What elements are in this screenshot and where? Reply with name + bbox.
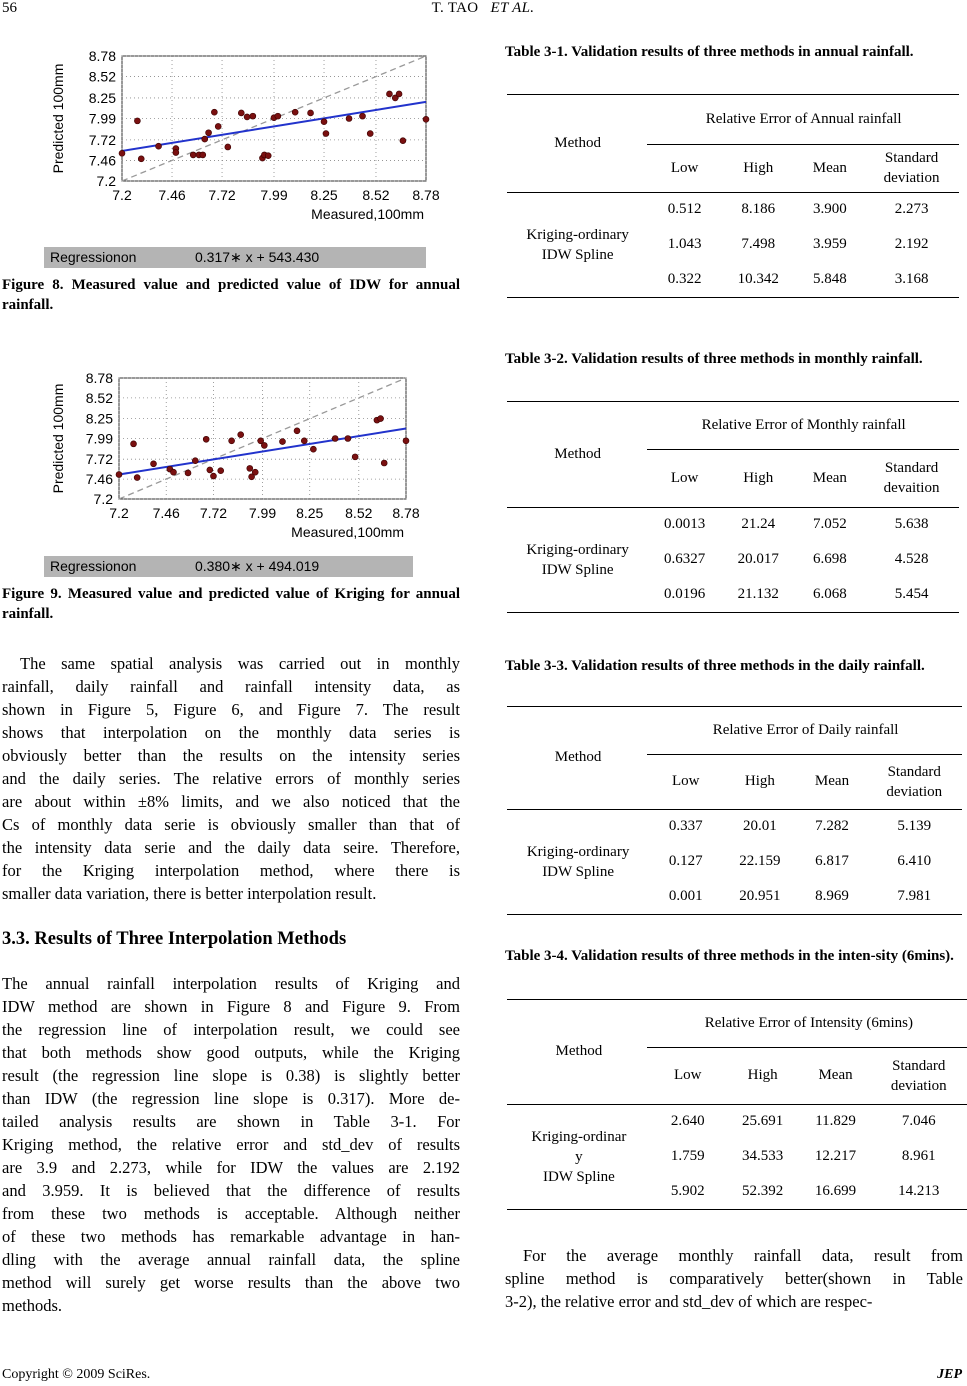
column-header: High: [747, 1067, 778, 1083]
x-axis-label: Measured,100mm: [291, 524, 404, 540]
figure-8-chart: [44, 36, 440, 241]
table-row: [507, 809, 962, 844]
table-caption: Table 3-3. Validation results of three methods in the daily rainfall.: [505, 658, 925, 674]
y-tick-label: 8.52: [85, 389, 113, 406]
x-tick-label: 7.2: [112, 187, 132, 203]
y-tick-label: 7.46: [85, 471, 113, 488]
text-line: 3-2), the relative error and std_dev of which are respec-: [505, 1292, 873, 1311]
data-point: [381, 460, 387, 466]
running-header: [0, 0, 966, 17]
method-header: Method: [554, 445, 601, 462]
x-tick-label: 7.72: [199, 505, 228, 521]
table-cell: 21.132: [737, 586, 779, 602]
table-cell: 5.902: [670, 1183, 705, 1199]
y-tick-label: 8.52: [88, 68, 116, 85]
column-header: Standard deviation: [883, 150, 940, 186]
table-cell: 20.951: [739, 888, 781, 904]
x-axis-label: Measured,100mm: [311, 206, 424, 222]
table-rule: [507, 401, 959, 402]
table-cell: 0.0013: [663, 516, 706, 532]
data-point: [116, 471, 122, 477]
data-point: [367, 131, 373, 137]
text-line: Cs of monthly data serie is obviously smaller than that of: [2, 815, 460, 834]
x-tick-label: 7.46: [152, 505, 180, 521]
y-axis-label: Predicted 100mm: [50, 383, 66, 494]
data-point: [292, 109, 298, 115]
method-header: Method: [554, 134, 601, 151]
data-point: [396, 91, 402, 97]
data-point: [308, 110, 314, 116]
text-line: are about within ±8% limits, and we also noticed that the: [2, 792, 460, 811]
table-rule: [507, 1104, 967, 1105]
method-header: Method: [554, 749, 602, 765]
table-cell: 25.691: [742, 1113, 784, 1129]
method-name: IDW Spline: [542, 863, 614, 880]
y-tick-label: 7.2: [93, 491, 113, 507]
x-tick-label: 7.46: [158, 187, 186, 203]
table-cell: 5.638: [894, 516, 929, 532]
table-row: [507, 192, 959, 227]
data-point: [202, 136, 208, 142]
table-rule: [507, 192, 959, 193]
table-cell: 8.961: [901, 1148, 936, 1164]
table-cell: 5.848: [812, 271, 847, 287]
data-point: [378, 416, 384, 422]
table-caption: Table 3-1. Validation results of three methods in annual rainfall.: [505, 44, 914, 60]
figure-8-caption: Figure 8. Measured value and predicted value of IDW for annual rainfall.: [2, 277, 460, 313]
table-cell: 8.969: [815, 888, 849, 904]
table-cell: 6.068: [812, 586, 847, 602]
column-header: Mean: [814, 773, 850, 789]
column-header: Mean: [812, 469, 847, 486]
column-header: High: [743, 159, 774, 176]
table-cell: 14.213: [898, 1183, 940, 1199]
y-tick-label: 7.72: [85, 451, 113, 468]
regression-label: Regressionon: [50, 558, 137, 574]
body-paragraph-3: [505, 1244, 963, 1313]
table-cell: 2.273: [894, 201, 929, 217]
y-tick-label: 7.2: [96, 173, 116, 189]
data-point: [225, 144, 231, 150]
validation-table: [507, 706, 962, 914]
table-rule: [507, 706, 962, 707]
column-header: High: [744, 773, 775, 789]
data-point: [138, 156, 144, 162]
data-point: [200, 152, 206, 158]
data-point: [203, 436, 209, 442]
column-header: Low: [673, 1067, 702, 1083]
data-point: [211, 109, 217, 115]
table-cell: 6.410: [897, 853, 932, 869]
method-name: IDW Spline: [542, 1168, 615, 1185]
method-name: Kriging-ordinar: [531, 1128, 627, 1145]
text-line: result (the regression line slope is 0.38) is slightly better: [2, 1066, 460, 1085]
body-paragraph-1: [2, 652, 460, 905]
text-line: obviously better than the results on the intensity series: [2, 746, 460, 765]
method-name: IDW Spline: [541, 561, 614, 578]
figure-8-regression-bar: [44, 247, 426, 268]
text-line: that both methods show good outputs, while the Kriging: [2, 1043, 460, 1062]
table-cell: 7.498: [741, 236, 776, 252]
column-header: High: [743, 469, 774, 486]
table-caption: Table 3-2. Validation results of three methods in monthly rainfall.: [505, 351, 923, 367]
table-rule: [647, 449, 959, 450]
data-point: [345, 436, 351, 442]
method-names: [507, 1104, 651, 1209]
data-point: [360, 113, 366, 119]
table-cell: 6.817: [815, 853, 849, 869]
column-header: Mean: [818, 1067, 853, 1083]
data-point: [215, 123, 221, 129]
text-line: and the daily series. The relative errors of monthly series: [2, 769, 460, 788]
y-tick-label: 8.25: [88, 89, 116, 106]
text-line: than IDW (the regression line slope is 0.317). More de-: [2, 1089, 460, 1108]
text-line: For the average monthly rainfall data, result from: [523, 1246, 963, 1265]
data-point: [207, 467, 213, 473]
data-point: [323, 131, 329, 137]
text-line: the regression line of interpolation result, we could see: [2, 1020, 460, 1039]
table-rule: [507, 809, 962, 810]
method-name: IDW Spline: [541, 246, 614, 263]
group-header: Relative Error of Daily rainfall: [712, 721, 899, 738]
data-point: [206, 130, 212, 136]
data-point: [346, 116, 352, 122]
table-row: [507, 1104, 967, 1139]
table-cell: 3.959: [812, 236, 847, 252]
table-rule: [507, 1209, 967, 1210]
column-header: Standard deviation: [890, 1057, 947, 1094]
x-tick-label: 7.99: [248, 505, 277, 521]
table-cell: 20.017: [737, 551, 779, 567]
text-line: dling with the average annual rainfall data, the spline: [2, 1250, 460, 1269]
x-tick-label: 7.2: [109, 505, 129, 521]
y-tick-label: 8.78: [85, 370, 113, 386]
column-header: Standard devaition: [883, 460, 940, 496]
table-cell: 8.186: [741, 201, 776, 217]
table-cell: 5.454: [894, 586, 929, 602]
x-tick-label: 8.25: [310, 187, 338, 203]
method-header: Method: [555, 1043, 603, 1059]
text-line: shown in Figure 5, Figure 6, and Figure 7. The result: [2, 700, 460, 719]
table-cell: 0.6327: [663, 551, 706, 567]
table-rule: [507, 999, 967, 1000]
data-point: [352, 454, 358, 460]
validation-table: [507, 94, 959, 297]
table-cell: 1.759: [670, 1148, 705, 1164]
body-paragraph-2: [2, 972, 460, 1317]
method-names: [507, 507, 648, 612]
text-line: from these two methods is acceptable. Although neither: [2, 1204, 460, 1223]
column-header: Low: [670, 469, 699, 486]
data-point: [229, 438, 235, 444]
data-point: [134, 118, 140, 124]
table-cell: 2.192: [894, 236, 929, 252]
y-axis-label: Predicted 100mm: [50, 63, 66, 174]
table-row: [507, 507, 959, 542]
table-cell: 0.0196: [663, 586, 706, 602]
text-line: methods.: [2, 1296, 63, 1315]
table-cell: 7.046: [901, 1113, 936, 1129]
x-tick-label: 8.52: [362, 187, 390, 203]
method-name: Kriging-ordinary: [526, 226, 629, 243]
table-cell: 11.829: [815, 1113, 856, 1129]
data-point: [119, 150, 125, 156]
table-cell: 52.392: [742, 1183, 784, 1199]
data-point: [210, 473, 216, 479]
data-point: [423, 116, 429, 122]
table-rule: [507, 612, 959, 613]
table-rule: [647, 144, 959, 145]
table-rule: [647, 1047, 967, 1048]
journal-abbrev: JEP: [937, 1367, 962, 1382]
figure-9-caption: Figure 9. Measured value and predicted value of Kriging for annual rainfall.: [2, 586, 460, 622]
text-line: tailed analysis results are shown in Table 3-1. For: [2, 1112, 460, 1131]
text-line: of these two methods has remarkable advantage in han-: [2, 1227, 460, 1246]
copyright: Copyright © 2009 SciRes.: [2, 1367, 151, 1382]
data-point: [301, 438, 307, 444]
table-cell: 20.01: [743, 818, 777, 834]
header-etal: ET AL.: [490, 0, 535, 16]
table-cell: 0.001: [668, 888, 703, 904]
data-point: [156, 143, 162, 149]
figure-8-plot: [44, 36, 440, 241]
table-rule: [507, 297, 959, 298]
data-point: [403, 438, 409, 444]
y-tick-label: 8.25: [85, 410, 113, 427]
column-header: Low: [672, 773, 700, 789]
text-line: rainfall, daily rainfall and rainfall intensity data, as: [2, 677, 460, 696]
table-cell: 7.282: [815, 818, 849, 834]
text-line: The same spatial analysis was carried out in monthly: [20, 654, 460, 673]
y-tick-label: 7.46: [88, 152, 116, 169]
regression-label: Regressionon: [50, 249, 137, 265]
text-line: smaller data variation, there is better interpolation result.: [2, 884, 377, 903]
column-header: Low: [670, 159, 699, 176]
group-header: Relative Error of Intensity (6mins): [704, 1014, 914, 1031]
method-names: [507, 809, 649, 914]
text-line: The annual rainfall interpolation results of Kriging and: [2, 974, 460, 993]
text-line: are 3.9 and 2.273, while for IDW the values are 2.192: [2, 1158, 460, 1177]
table-cell: 0.127: [668, 853, 703, 869]
method-name: Kriging-ordinary: [526, 843, 630, 860]
text-line: spline method is comparatively better(shown in Table: [505, 1269, 963, 1288]
table-cell: 21.24: [741, 516, 776, 532]
y-tick-label: 7.72: [88, 131, 116, 148]
text-line: IDW method are shown in Figure 8 and Figure 9. From: [2, 997, 460, 1016]
method-name: Kriging-ordinary: [526, 541, 629, 558]
method-name: y: [575, 1148, 583, 1165]
data-point: [244, 114, 250, 120]
table-cell: 10.342: [737, 271, 779, 287]
regression-equation: 0.317∗ x + 543.430: [195, 249, 320, 265]
table-rule: [647, 754, 962, 755]
y-tick-label: 8.78: [88, 48, 116, 64]
data-point: [218, 468, 224, 474]
data-point: [190, 152, 196, 158]
data-point: [321, 119, 327, 125]
data-point: [386, 91, 392, 97]
data-point: [247, 465, 253, 471]
table-cell: 2.640: [670, 1113, 705, 1129]
text-line: and 3.959. It is believed that the difference of results: [2, 1181, 460, 1200]
y-tick-label: 7.99: [85, 430, 113, 447]
data-point: [185, 470, 191, 476]
data-point: [252, 469, 258, 475]
data-point: [265, 153, 271, 159]
table-cell: 22.159: [739, 853, 781, 869]
table-cell: 4.528: [894, 551, 929, 567]
x-tick-label: 7.99: [260, 187, 288, 203]
data-point: [173, 150, 179, 156]
x-tick-label: 8.52: [345, 505, 373, 521]
section-heading: 3.3. Results of Three Interpolation Methods: [2, 929, 347, 949]
data-point: [151, 461, 157, 467]
group-header: Relative Error of Annual rainfall: [705, 110, 902, 127]
data-point: [134, 475, 140, 481]
figure-9-chart: [44, 356, 429, 551]
data-point: [250, 113, 256, 119]
column-header: Standard deviation: [886, 763, 943, 800]
table-rule: [507, 914, 962, 915]
method-names: [507, 192, 648, 297]
table-cell: 7.052: [812, 516, 847, 532]
text-line: method will surely get worse results than the above two: [2, 1273, 460, 1292]
data-point: [332, 436, 338, 442]
text-line: shows that interpolation on the monthly data series is: [2, 723, 460, 742]
table-cell: 3.168: [894, 271, 929, 287]
figure-9-regression-bar: [44, 556, 413, 577]
data-point: [279, 439, 285, 445]
text-line: the intensity data serie and the daily data seire. Therefore,: [2, 838, 460, 857]
group-header: Relative Error of Monthly rainfall: [701, 416, 906, 433]
table-cell: 3.900: [812, 201, 847, 217]
data-point: [192, 458, 198, 464]
x-tick-label: 8.78: [412, 187, 440, 203]
table-cell: 6.698: [812, 551, 847, 567]
table-rule: [507, 94, 959, 95]
data-point: [275, 113, 281, 119]
figure-9-plot: [44, 356, 429, 551]
text-line: for the Kriging interpolation method, where there is: [2, 861, 460, 880]
x-tick-label: 8.78: [392, 505, 420, 521]
table-cell: 0.512: [667, 201, 702, 217]
table-cell: 5.139: [897, 818, 932, 834]
column-header: Mean: [812, 159, 847, 176]
data-point: [238, 432, 244, 438]
table-cell: 0.322: [667, 271, 702, 287]
data-point: [131, 441, 137, 447]
table-cell: 7.981: [897, 888, 932, 904]
data-point: [294, 428, 300, 434]
x-tick-label: 8.25: [296, 505, 324, 521]
data-point: [170, 469, 176, 475]
x-tick-label: 7.72: [208, 187, 236, 203]
table-cell: 34.533: [742, 1148, 784, 1164]
data-point: [261, 442, 267, 448]
table-cell: 1.043: [667, 236, 702, 252]
table-cell: 12.217: [814, 1148, 857, 1164]
header-author: T. TAO: [431, 0, 479, 16]
data-point: [310, 446, 316, 452]
table-cell: 0.337: [668, 818, 703, 834]
page-number: 56: [2, 0, 17, 16]
y-tick-label: 7.99: [88, 110, 116, 127]
text-line: Kriging method, the relative error and std_dev of results: [2, 1135, 460, 1154]
regression-equation: 0.380∗ x + 494.019: [195, 558, 320, 574]
data-point: [238, 110, 244, 116]
table-caption: Table 3-4. Validation results of three methods in the inten-sity (6mins).: [505, 948, 954, 964]
table-cell: 16.699: [814, 1183, 857, 1199]
data-point: [400, 138, 406, 144]
table-rule: [507, 507, 959, 508]
